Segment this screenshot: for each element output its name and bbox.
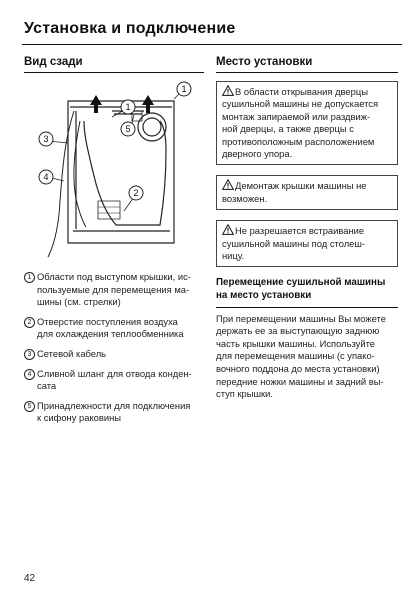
warning-triangle-icon — [222, 85, 234, 96]
legend-number: 4 — [24, 369, 35, 380]
callout-5-label: 5 — [125, 124, 131, 134]
legend-number: 1 — [24, 272, 35, 283]
page-title: Установка и подключение — [24, 20, 236, 37]
rear-view-section — [24, 56, 204, 432]
legend-number: 5 — [24, 401, 35, 412]
legend-text: Сетевой кабель — [37, 347, 107, 359]
callout-3-label: 3 — [43, 134, 49, 144]
transport-text: При перемещении машины Вы можете держать ее за выступающую заднюю часть крышки машины. Используйте для перемещения машины (с упако- вочного поддона до места установки) передние ножки машины и задний вы- ступ крышки. — [216, 312, 386, 400]
legend-item — [24, 271, 204, 309]
legend-number: 3 — [24, 349, 35, 360]
callout-1-label: 1 — [125, 102, 131, 112]
rear-view-figure — [24, 81, 204, 259]
legend-item — [24, 368, 204, 393]
warning-triangle-icon — [222, 224, 234, 235]
warning-text: В области открывания дверцы сушильной машины не допускается монтаж запираемой или раздвиж- ной дверцы, а также дверцы с противоположным расположением дверного упора. — [222, 86, 379, 160]
legend-text: Отверстие поступления воздуха для охлаждения теплообменника — [37, 315, 184, 340]
legend-text: Принадлежности для подключения к сифону раковины — [37, 399, 191, 424]
callout-1b-label: 1 — [181, 84, 187, 94]
legend-number: 2 — [24, 317, 35, 328]
legend-text: Сливной шланг для отвода конден- сата — [37, 367, 192, 392]
page-number: 42 — [24, 573, 36, 584]
legend-item — [24, 316, 204, 341]
dryer-rear-illustration — [24, 81, 204, 259]
legend-item — [24, 348, 204, 361]
installation-site-section — [216, 56, 398, 401]
warning-box — [216, 81, 398, 165]
warning-triangle-icon — [222, 179, 234, 190]
title-divider — [22, 44, 402, 45]
warning-text: Не разрешается встраивание сушильной машины под столеш- ницу. — [222, 225, 366, 262]
transport-heading: Перемещение сушильной машины на место установки — [216, 277, 398, 307]
callout-2-label: 2 — [133, 188, 139, 198]
legend-text: Области под выступом крышки, ис- пользуемые для перемещения ма- шины (см. стрелки) — [37, 271, 191, 308]
legend-item — [24, 400, 204, 425]
installation-site-heading: Место установки — [216, 56, 398, 73]
warning-box — [216, 220, 398, 267]
callout-4-label: 4 — [43, 172, 49, 182]
rear-view-legend — [24, 271, 204, 425]
rear-view-heading: Вид сзади — [24, 56, 204, 73]
warning-text: Демонтаж крышки машины не возможен. — [222, 180, 367, 204]
warning-box — [216, 175, 398, 210]
